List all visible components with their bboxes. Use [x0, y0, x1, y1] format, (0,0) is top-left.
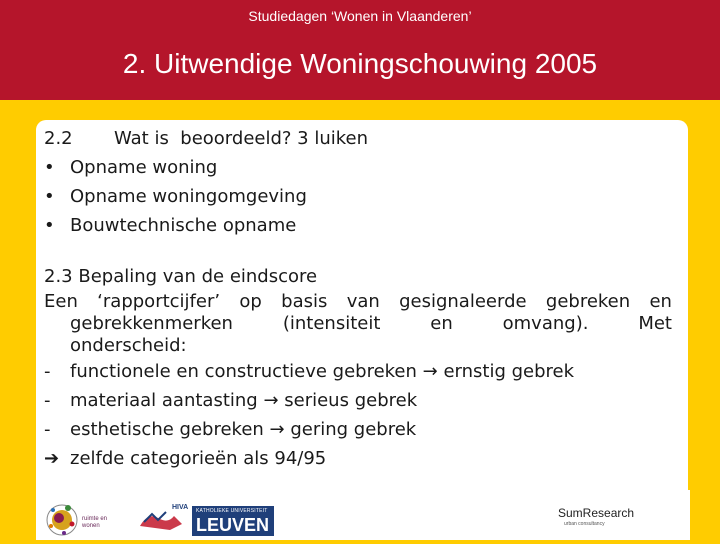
word: (intensiteit: [282, 313, 381, 334]
word: Met: [638, 313, 672, 334]
list-item: [44, 211, 672, 240]
word: ‘rapportcijfer’: [97, 291, 221, 312]
dash-item: [44, 386, 672, 415]
list-item-text: Opname woningomgeving: [70, 186, 307, 207]
dash-item-before: functionele en constructieve gebreken: [70, 361, 423, 382]
dash-marker: -: [44, 361, 51, 382]
word: Een: [44, 291, 78, 312]
paragraph-line: [44, 313, 672, 335]
arrow-icon: →: [269, 419, 285, 440]
list-item-text: Opname woning: [70, 157, 218, 178]
slide-content: [44, 124, 672, 473]
dash-marker: -: [44, 419, 51, 440]
word: omvang).: [502, 313, 589, 334]
dash-item-before: materiaal aantasting: [70, 390, 264, 411]
conclusion-line: [44, 444, 672, 473]
bullet-marker: •: [44, 215, 55, 236]
word: basis: [281, 291, 328, 312]
bold-arrow-icon: ➔: [44, 448, 60, 469]
dash-item: [44, 357, 672, 386]
word: en: [430, 313, 453, 334]
slide-caption: Studiedagen ‘Wonen in Vlaanderen’: [248, 8, 472, 24]
heading-text: Wat is beoordeeld? 3 luiken: [114, 128, 369, 149]
section-heading-2-3: 2.3 Bepaling van de eindscore: [44, 266, 318, 287]
bullet-marker: •: [44, 157, 55, 178]
conclusion-text: zelfde categorieën als 94/95: [70, 448, 327, 469]
ruimte-en-wonen-logo: [42, 496, 122, 540]
paragraph-line: [44, 291, 672, 313]
footer-logos: [36, 490, 690, 540]
list-item: [44, 182, 672, 211]
bullet-marker: •: [44, 186, 55, 207]
sumresearch-logo: [558, 506, 658, 532]
slide-header: [0, 0, 720, 100]
sum-logo-small: urban consultancy: [564, 521, 605, 527]
heading-number: 2.2: [44, 128, 73, 149]
word: gebrekkenmerken: [70, 313, 233, 334]
dash-item: [44, 415, 672, 444]
list-item: [44, 153, 672, 182]
ruimte-logo-text: ruimte en wonen: [82, 516, 108, 529]
leuven-logo-big: LEUVEN: [196, 515, 270, 535]
word: gesignaleerde: [399, 291, 527, 312]
dash-item-before: esthetische gebreken: [70, 419, 270, 440]
word: en: [649, 291, 672, 312]
dash-marker: -: [44, 390, 51, 411]
ku-leuven-logo: [192, 506, 274, 536]
sum-logo-text: SumResearch: [558, 506, 635, 520]
dash-item-after: gering gebrek: [284, 419, 417, 440]
dash-item-after: serieus gebrek: [278, 390, 418, 411]
hiva-logo-text: HIVA: [172, 504, 189, 511]
word: van: [346, 291, 380, 312]
list-item-text: Bouwtechnische opname: [70, 215, 297, 236]
word: gebreken: [545, 291, 631, 312]
slide-title: 2. Uitwendige Woningschouwing 2005: [122, 48, 598, 79]
arrow-icon: →: [263, 390, 279, 411]
paragraph-line: onderscheid:: [70, 335, 187, 356]
dash-item-after: ernstig gebrek: [437, 361, 575, 382]
word: op: [239, 291, 262, 312]
leuven-logo-small: KATHOLIEKE UNIVERSITEIT: [196, 508, 268, 514]
section-heading-2-2: [44, 124, 672, 153]
arrow-icon: →: [422, 361, 438, 382]
